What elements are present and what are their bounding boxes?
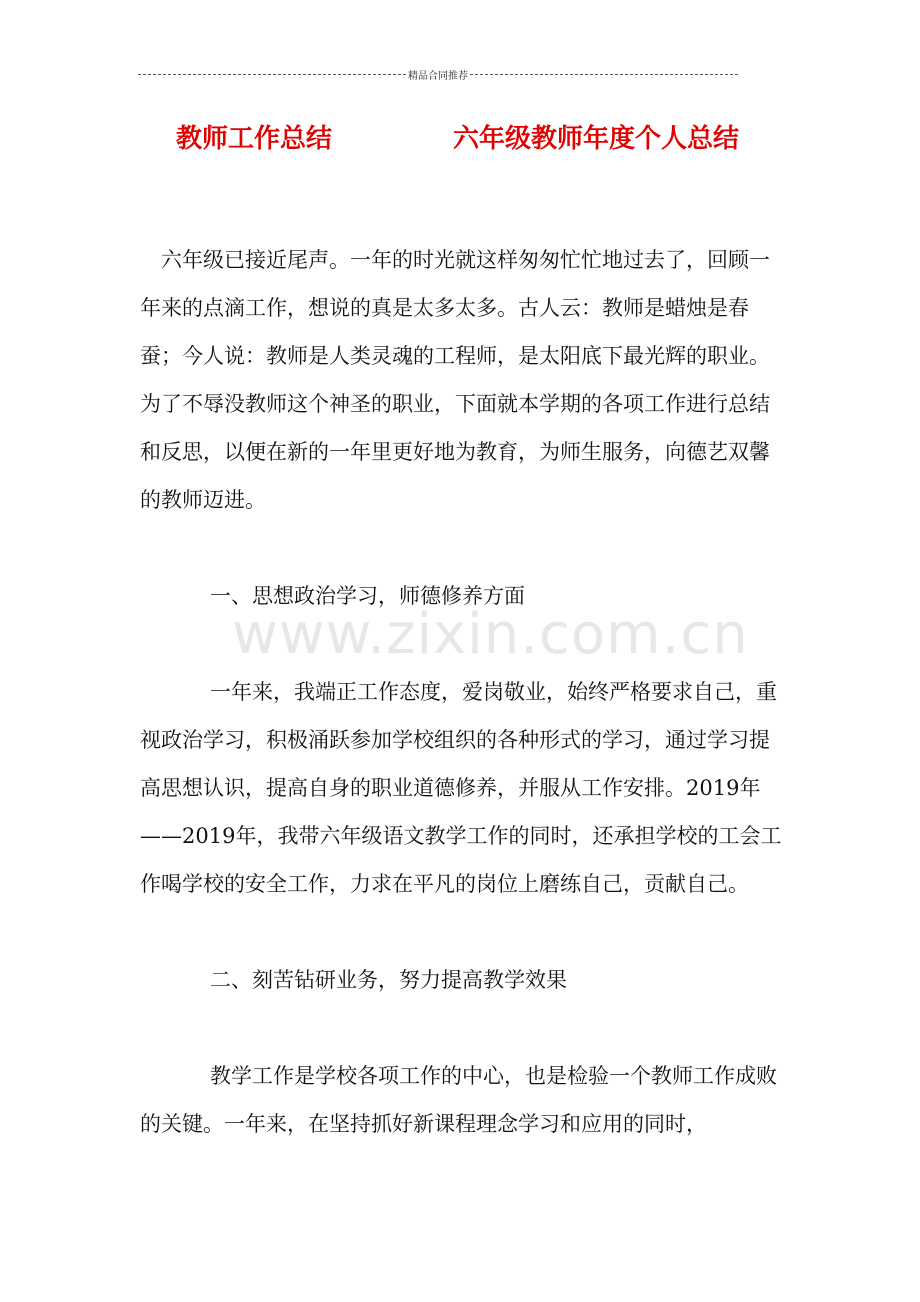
header-dash-left bbox=[138, 74, 406, 75]
section-paragraph-1: 一年来，我端正工作态度，爱岗敬业，始终严格要求自己，重视政治学习，积极涌跃参加学校组织的各种形式的学习，通过学习提高思想认识，提高自身的职业道德修养，并服从工作安排。2019年——2019年，我带六年级语文教学工作的同时，还承担学校的工会工作喝学校的安全工作，力求在平凡的岗位上磨练自己，贡献自己。 bbox=[140, 680, 782, 896]
document-title-left: 教师工作总结 bbox=[176, 124, 333, 154]
title-row bbox=[138, 118, 778, 158]
section-heading-1: 一、思想政治学习，师德修养方面 bbox=[210, 584, 525, 608]
watermark: www.zixin.com.cn bbox=[232, 602, 749, 667]
intro-paragraph: 六年级已接近尾声。一年的时光就这样匆匆忙忙地过去了，回顾一年来的点滴工作，想说的真是太多太多。古人云：教师是蜡烛是春蚕；今人说：教师是人类灵魂的工程师，是太阳底下最光辉的职业。为了不辱没教师这个神圣的职业，下面就本学期的各项工作进行总结和反思，以便在新的一年里更好地为教育，为师生服务，向德艺双馨的教师迈进。 bbox=[140, 248, 770, 512]
page-header bbox=[138, 66, 738, 82]
section-paragraph-2: 教学工作是学校各项工作的中心，也是检验一个教师工作成败的关键。一年来，在坚持抓好新课程理念学习和应用的同时， bbox=[140, 1064, 777, 1136]
document-body bbox=[140, 236, 782, 1148]
header-dash-right bbox=[470, 74, 738, 75]
document-title-right: 六年级教师年度个人总结 bbox=[453, 124, 740, 154]
section-heading-2: 二、刻苦钻研业务，努力提高教学效果 bbox=[210, 968, 567, 992]
header-label: 精品合同推荐 bbox=[408, 70, 468, 82]
